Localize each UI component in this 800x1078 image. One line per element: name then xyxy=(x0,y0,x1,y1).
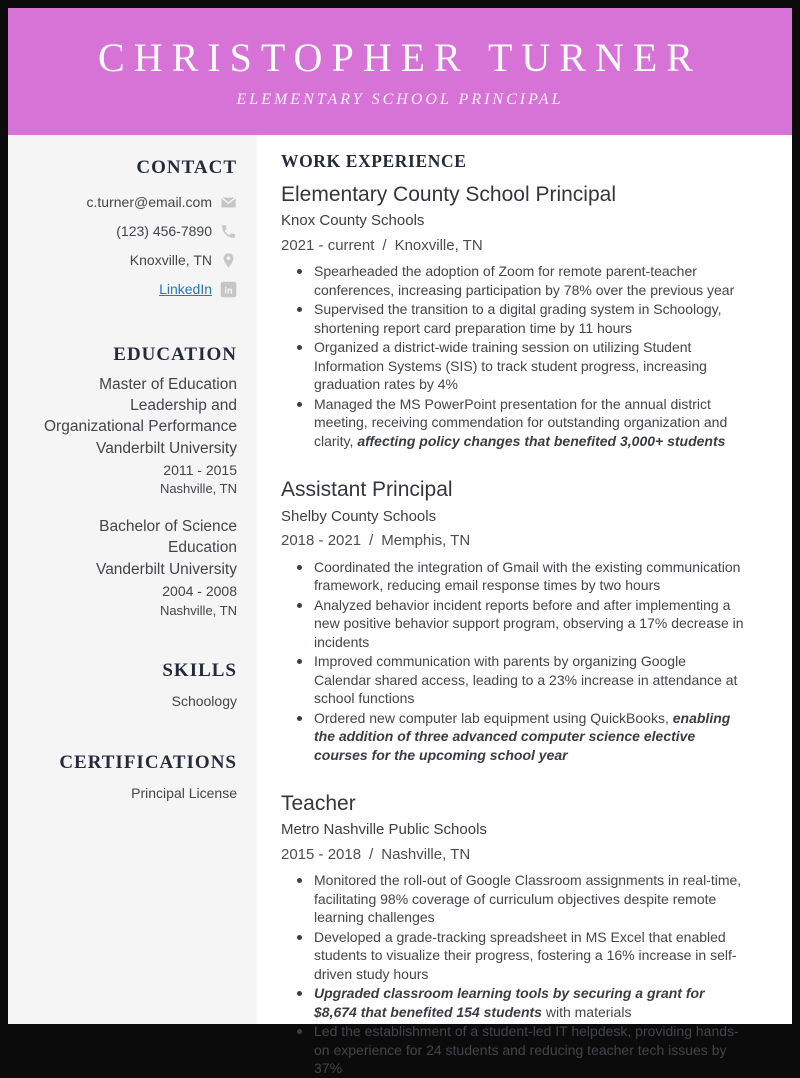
education-dates: 2011 - 2015 xyxy=(163,461,237,478)
job-company: Shelby County Schools xyxy=(281,507,437,525)
bullet-item xyxy=(297,596,746,652)
job-meta xyxy=(281,844,746,866)
job-company: Knox County Schools xyxy=(281,212,425,230)
job-entry xyxy=(281,477,746,764)
bullet-item xyxy=(297,928,746,984)
job-dates: 2018 - 2021 xyxy=(281,531,362,549)
bullet-emphasis: enabling the addition of three advanced computer science elective courses for the upcoming school year xyxy=(314,709,731,763)
bullet-plain: Analyzed behavior incident reports before and after implementing a new positive behavior support program, observing a 17% decrease in incidents xyxy=(314,596,744,650)
education-degree: Bachelor of Science Education xyxy=(99,518,237,557)
education-entry xyxy=(36,517,237,620)
header-band xyxy=(8,8,792,135)
bullet-text xyxy=(314,262,746,299)
bullet-marker xyxy=(297,659,302,664)
work-experience-column xyxy=(257,135,792,1077)
bullet-plain: Improved communication with parents by organizing Google Calendar shared access, leading to a 23% increase in attendance at school functions xyxy=(314,653,738,706)
bullet-marker xyxy=(297,603,302,608)
bullet-marker xyxy=(297,269,302,274)
job-entry xyxy=(281,791,746,1078)
bullet-item xyxy=(297,558,746,595)
date-location-separator: / xyxy=(369,531,374,549)
skills-section xyxy=(36,660,237,712)
person-role: ELEMENTARY SCHOOL PRINCIPAL xyxy=(236,91,564,108)
job-bullets xyxy=(281,262,746,450)
bullet-text xyxy=(314,652,746,708)
bullet-text xyxy=(314,871,746,927)
skill-item: Schoology xyxy=(171,693,237,710)
contact-text: c.turner@email.com xyxy=(86,194,212,211)
job-location: Knoxville, TN xyxy=(394,236,483,254)
bullet-text xyxy=(314,1022,746,1078)
education-heading: EDUCATION xyxy=(113,344,237,365)
bullet-text xyxy=(314,558,746,595)
bullet-text xyxy=(314,596,746,652)
bullet-plain: Developed a grade-tracking spreadsheet in MS Excel that enabled students to visualize their progress, fostering a 16% increase in self-driven study hours xyxy=(314,928,737,982)
education-entry xyxy=(36,375,237,498)
contact-item xyxy=(36,188,237,217)
bullet-plain: Monitored the roll-out of Google Classroom assignments in real-time, facilitating 98% coverage of curriculum objectives despite remote learning challenges xyxy=(314,872,742,926)
person-name: CHRISTOPHER TURNER xyxy=(98,35,702,80)
contact-text: (123) 456-7890 xyxy=(116,223,212,240)
contact-list xyxy=(36,188,237,304)
bullet-item xyxy=(297,338,746,394)
bullet-emphasis: Upgraded classroom learning tools by securing a grant for $8,674 that benefited 154 students xyxy=(314,985,705,1020)
certifications-section xyxy=(36,752,237,804)
job-dates: 2015 - 2018 xyxy=(281,845,362,863)
job-meta xyxy=(281,235,746,257)
bullet-text xyxy=(314,984,746,1021)
svg-text:in: in xyxy=(224,285,233,296)
contact-item xyxy=(36,246,237,275)
bullet-marker xyxy=(297,935,302,940)
education-school: Vanderbilt University xyxy=(96,439,237,457)
bullet-item xyxy=(297,300,746,337)
bullet-item xyxy=(297,871,746,927)
phone-icon xyxy=(220,223,237,240)
education-location: Nashville, TN xyxy=(159,602,237,618)
job-dates: 2021 - current xyxy=(281,236,375,254)
education-location: Nashville, TN xyxy=(159,481,237,497)
sidebar xyxy=(8,135,257,1024)
bullet-marker xyxy=(297,991,302,996)
bullet-item xyxy=(297,652,746,708)
bullet-plain: with materials xyxy=(541,1003,632,1020)
job-location: Memphis, TN xyxy=(381,531,471,549)
education-section xyxy=(36,344,237,620)
bullet-marker xyxy=(297,402,302,407)
education-degree: Master of Education Leadership and Organizational Performance xyxy=(44,376,237,435)
bullet-text xyxy=(314,928,746,984)
job-title: Assistant Principal xyxy=(281,478,453,502)
contact-text: Knoxville, TN xyxy=(129,252,212,269)
bullet-text xyxy=(314,338,746,394)
bullet-marker xyxy=(297,716,302,721)
bullet-item xyxy=(297,984,746,1021)
work-experience-heading: WORK EXPERIENCE xyxy=(281,151,467,171)
job-entry xyxy=(281,182,746,450)
bullet-marker xyxy=(297,307,302,312)
bullet-marker xyxy=(297,878,302,883)
content-columns xyxy=(8,135,792,1077)
certifications-heading: CERTIFICATIONS xyxy=(59,752,237,774)
job-location: Nashville, TN xyxy=(381,845,471,863)
contact-item xyxy=(36,217,237,246)
job-title: Elementary County School Principal xyxy=(281,183,616,206)
bullet-plain: Coordinated the integration of Gmail with the existing communication framework, reducing email response times by two hours xyxy=(314,558,741,593)
contact-heading: CONTACT xyxy=(136,157,237,178)
bullet-plain: Spearheaded the adoption of Zoom for remote parent-teacher conferences, increasing participation by 78% over the previous year xyxy=(314,263,735,298)
skills-heading: SKILLS xyxy=(162,660,237,682)
bullet-marker xyxy=(297,345,302,350)
date-location-separator: / xyxy=(382,236,387,254)
skills-list xyxy=(36,691,237,712)
linkedin-link[interactable]: LinkedIn xyxy=(159,281,212,298)
bullet-item xyxy=(297,1022,746,1078)
bullet-text xyxy=(314,300,746,337)
bullet-emphasis: affecting policy changes that benefited 3,000+ students xyxy=(357,432,726,449)
job-title: Teacher xyxy=(281,792,356,815)
job-bullets xyxy=(281,558,746,765)
bullet-plain: Led the establishment of a student-led IT helpdesk, providing hands-on experience for 24 students and reducing teacher tech issues by 37% xyxy=(314,1023,739,1077)
jobs-list xyxy=(281,182,746,1078)
location-icon xyxy=(220,252,237,269)
bullet-text xyxy=(314,709,746,765)
bullet-plain: Managed the MS PowerPoint presentation for the annual district meeting, receiving commendation for outstanding organization and clarity, xyxy=(314,395,728,449)
date-location-separator: / xyxy=(369,845,374,863)
contact-item xyxy=(36,275,237,304)
bullet-plain: Organized a district-wide training session on utilizing Student Information Systems (SIS) to track student progress, increasing graduation rates by 4% xyxy=(314,339,707,393)
bullet-marker xyxy=(297,565,302,570)
education-school: Vanderbilt University xyxy=(96,561,237,579)
envelope-icon xyxy=(220,194,237,211)
bullet-item xyxy=(297,709,746,765)
bullet-text xyxy=(314,395,746,451)
bullet-plain: Ordered new computer lab equipment using QuickBooks, xyxy=(314,709,673,726)
job-meta xyxy=(281,530,746,552)
bullet-plain: Supervised the transition to a digital grading system in Schoology, shortening report card preparation time by 11 hours xyxy=(314,301,722,336)
education-dates: 2004 - 2008 xyxy=(162,583,237,600)
bullet-item xyxy=(297,262,746,299)
linkedin-icon xyxy=(220,281,237,298)
contact-section xyxy=(36,157,237,304)
resume-page xyxy=(8,8,792,1077)
certification-item: Principal License xyxy=(131,785,237,802)
job-bullets xyxy=(281,871,746,1078)
bullet-item xyxy=(297,395,746,451)
job-company: Metro Nashville Public Schools xyxy=(281,821,487,839)
education-list xyxy=(36,375,237,620)
certifications-list xyxy=(36,783,237,804)
